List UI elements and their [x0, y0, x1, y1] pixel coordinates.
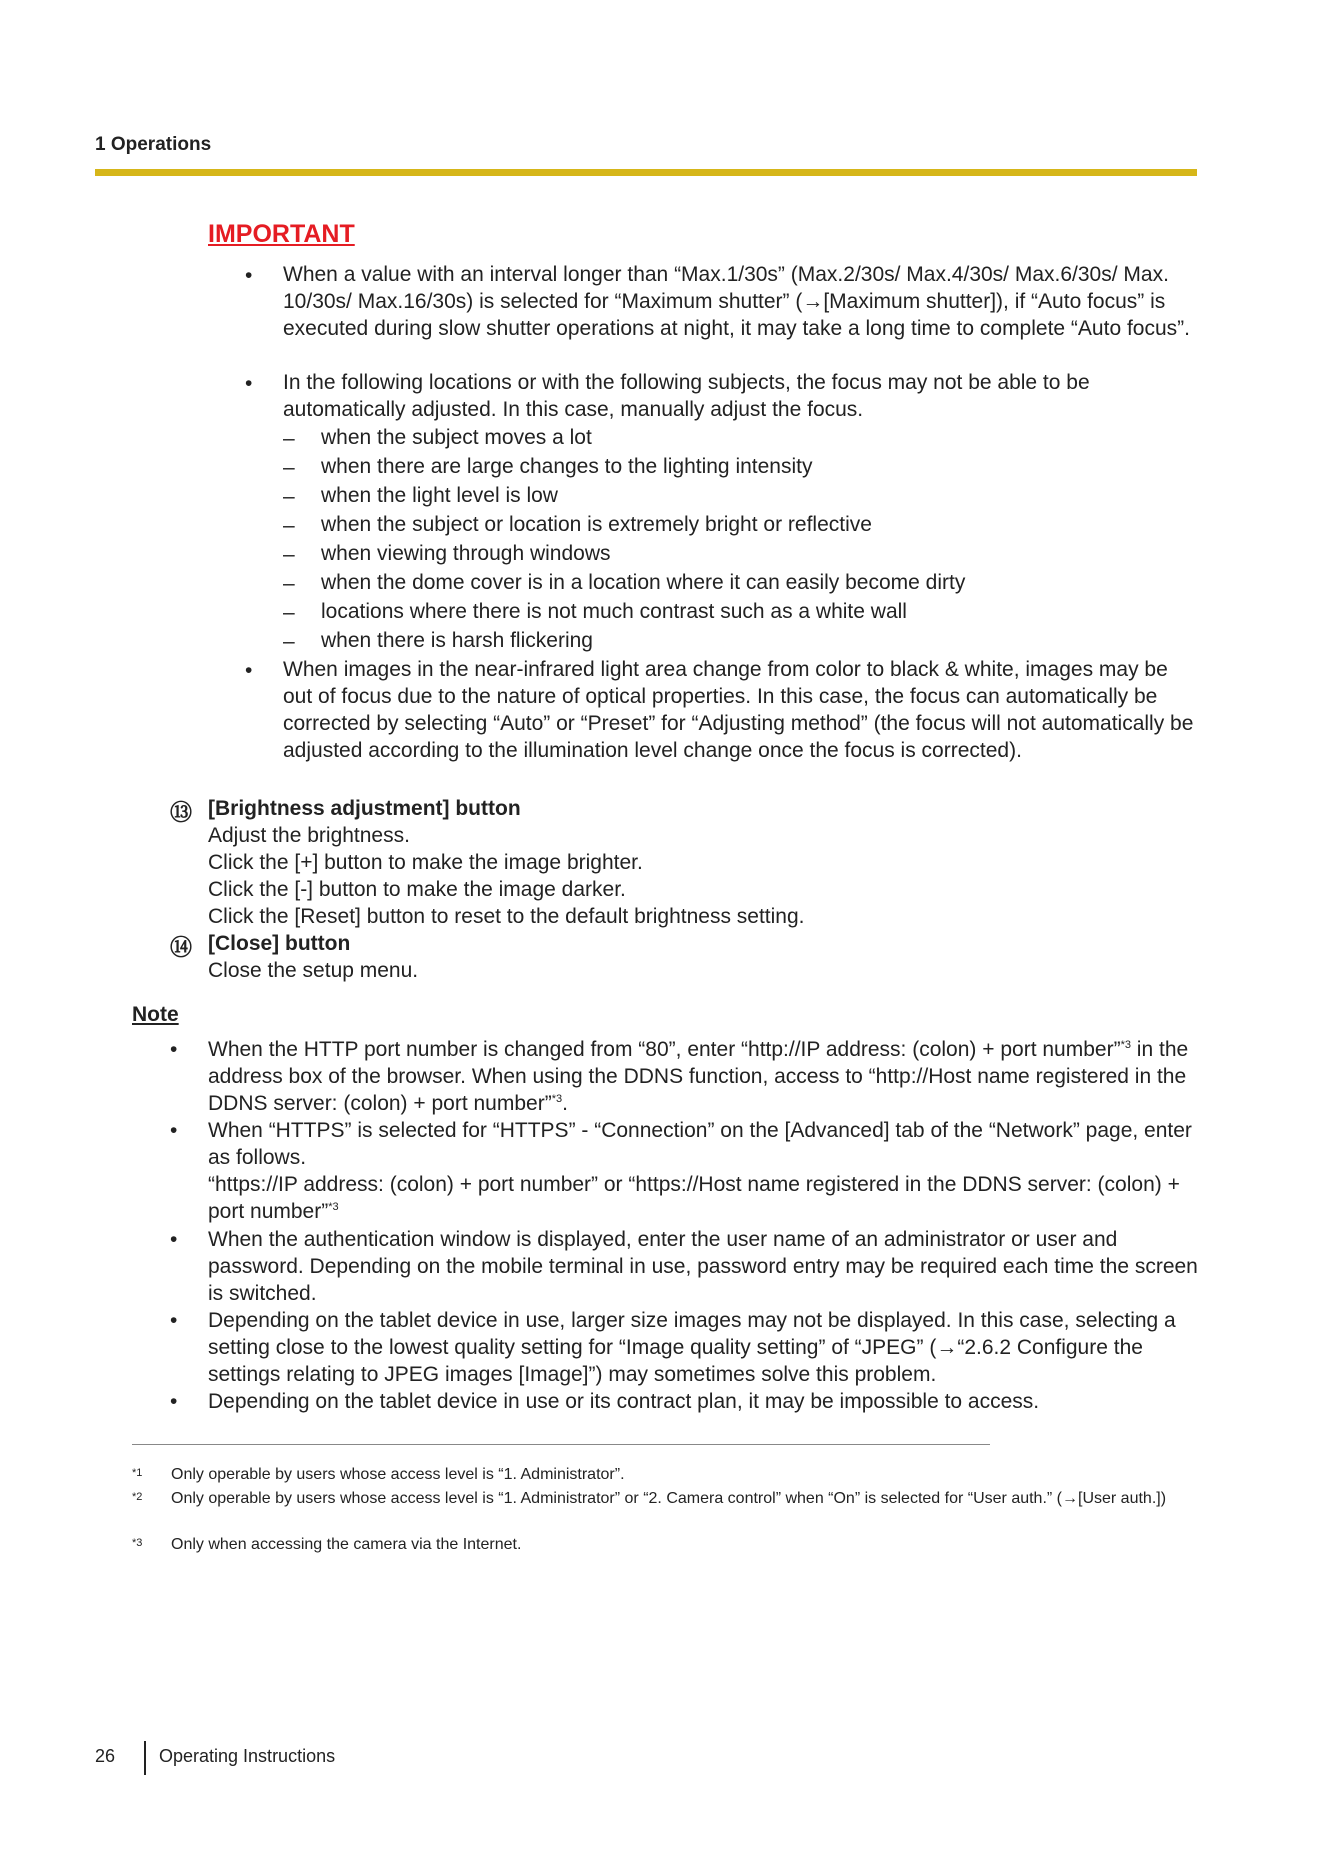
brightness-line: Adjust the brightness. [208, 824, 410, 847]
brightness-line: Click the [+] button to make the image brighter. [208, 851, 643, 874]
footnote-text: Only operable by users whose access level is “1. Administrator” or “2. Camera control” when “On” is selected for “User auth.” (→[User auth.]) [171, 1490, 1167, 1507]
dash-item: when the subject or location is extremely bright or reflective [321, 513, 872, 536]
important-bullet-2: In the following locations or with the following subjects, the focus may not be able to be automatically adjusted. In this case, manually adjust the focus. [283, 371, 1090, 421]
bullet-marker: • [170, 1228, 178, 1251]
item-number-13: ⑬ [170, 800, 193, 825]
page-number: 26 [95, 1746, 116, 1766]
bullet-marker: • [170, 1119, 178, 1142]
dash-marker: – [283, 543, 295, 566]
note-bullet-5: Depending on the tablet device in use or its contract plan, it may be impossible to access. [208, 1390, 1040, 1413]
dash-item: locations where there is not much contrast such as a white wall [321, 600, 907, 623]
footnote-text: Only when accessing the camera via the Internet. [171, 1536, 522, 1553]
note-bullet-4: Depending on the tablet device in use, larger size images may not be displayed. In this case, selecting a setting close to the lowest quality setting for “Image quality setting” of “JPEG” (→“2.6.2 Configure the settings relating to JPEG images [Image]”) may sometimes solve this problem. [208, 1309, 1176, 1386]
dash-item: when viewing through windows [321, 542, 611, 565]
note-bullet-1: When the HTTP port number is changed from “80”, enter “http://IP address: (colon) + port number”$^{*3}$ in the address box of the browser. When using the DDNS function, access to “http://Host name registered in the DDNS server: (colon) + port number”$^{*3}$. [208, 1038, 1189, 1115]
important-title: IMPORTANT [208, 220, 355, 248]
dash-item: when the light level is low [321, 484, 558, 507]
dash-marker: – [283, 601, 295, 624]
dash-item: when the subject moves a lot [321, 426, 592, 449]
note-bullet-3: When the authentication window is displayed, enter the user name of an administrator or user and password. Depending on the mobile terminal in use, password entry may be required each time the screen is switched. [208, 1228, 1198, 1305]
bullet-marker: • [170, 1038, 178, 1061]
dash-marker: – [283, 485, 295, 508]
bullet-marker: • [170, 1390, 178, 1413]
important-bullet-1: When a value with an interval longer than “Max.1/30s” (Max.2/30s/ Max.4/30s/ Max.6/30s/ Max. 10/30s/ Max.16/30s) is selected for “Maximum shutter” (→[Maximum shutter]), if “Auto focus” is executed during slow shutter operations at night, it may take a long time to complete “Auto focus”. [283, 263, 1190, 340]
important-bullet-3: When images in the near-infrared light area change from color to black & white, images may be out of focus due to the nature of optical properties. In this case, the focus can automatically be corrected by selecting “Auto” or “Preset” for “Adjusting method” (the focus will not automatically be adjusted according to the illumination level change once the focus is corrected). [283, 658, 1194, 762]
header-rule [95, 169, 1197, 176]
chapter-heading: 1 Operations [95, 134, 212, 155]
dash-marker: – [283, 514, 295, 537]
footnote-mark: *3 [132, 1537, 143, 1549]
note-title: Note [132, 1003, 179, 1026]
close-line: Close the setup menu. [208, 959, 419, 982]
brightness-button-title: [Brightness adjustment] button [208, 797, 521, 820]
dash-item: when the dome cover is in a location where it can easily become dirty [321, 571, 966, 594]
footnote-mark: *2 [132, 1491, 143, 1503]
footnote-mark: *1 [132, 1467, 143, 1479]
close-button-title: [Close] button [208, 932, 351, 955]
footer-divider [144, 1741, 146, 1775]
dash-marker: – [283, 572, 295, 595]
brightness-line: Click the [Reset] button to reset to the default brightness setting. [208, 905, 805, 928]
bullet-marker: • [245, 264, 253, 287]
bullet-marker: • [245, 372, 253, 395]
brightness-line: Click the [-] button to make the image darker. [208, 878, 626, 901]
footnote-rule [132, 1444, 990, 1445]
dash-item: when there is harsh flickering [321, 629, 593, 652]
dash-marker: – [283, 427, 295, 450]
bullet-marker: • [245, 659, 253, 682]
item-number-14: ⑭ [170, 935, 193, 960]
footnote-text: Only operable by users whose access level is “1. Administrator”. [171, 1466, 625, 1483]
bullet-marker: • [170, 1309, 178, 1332]
footer-title: Operating Instructions [159, 1746, 336, 1766]
dash-marker: – [283, 456, 295, 479]
dash-marker: – [283, 630, 295, 653]
note-bullet-2: When “HTTPS” is selected for “HTTPS” - “Connection” on the [Advanced] tab of the “Network” page, enter as follows. “https://IP address: (colon) + port number” or “https://Host name registered in the DDNS server: (colon) + port number”$^{*3}$ [208, 1119, 1192, 1223]
dash-item: when there are large changes to the lighting intensity [321, 455, 813, 478]
